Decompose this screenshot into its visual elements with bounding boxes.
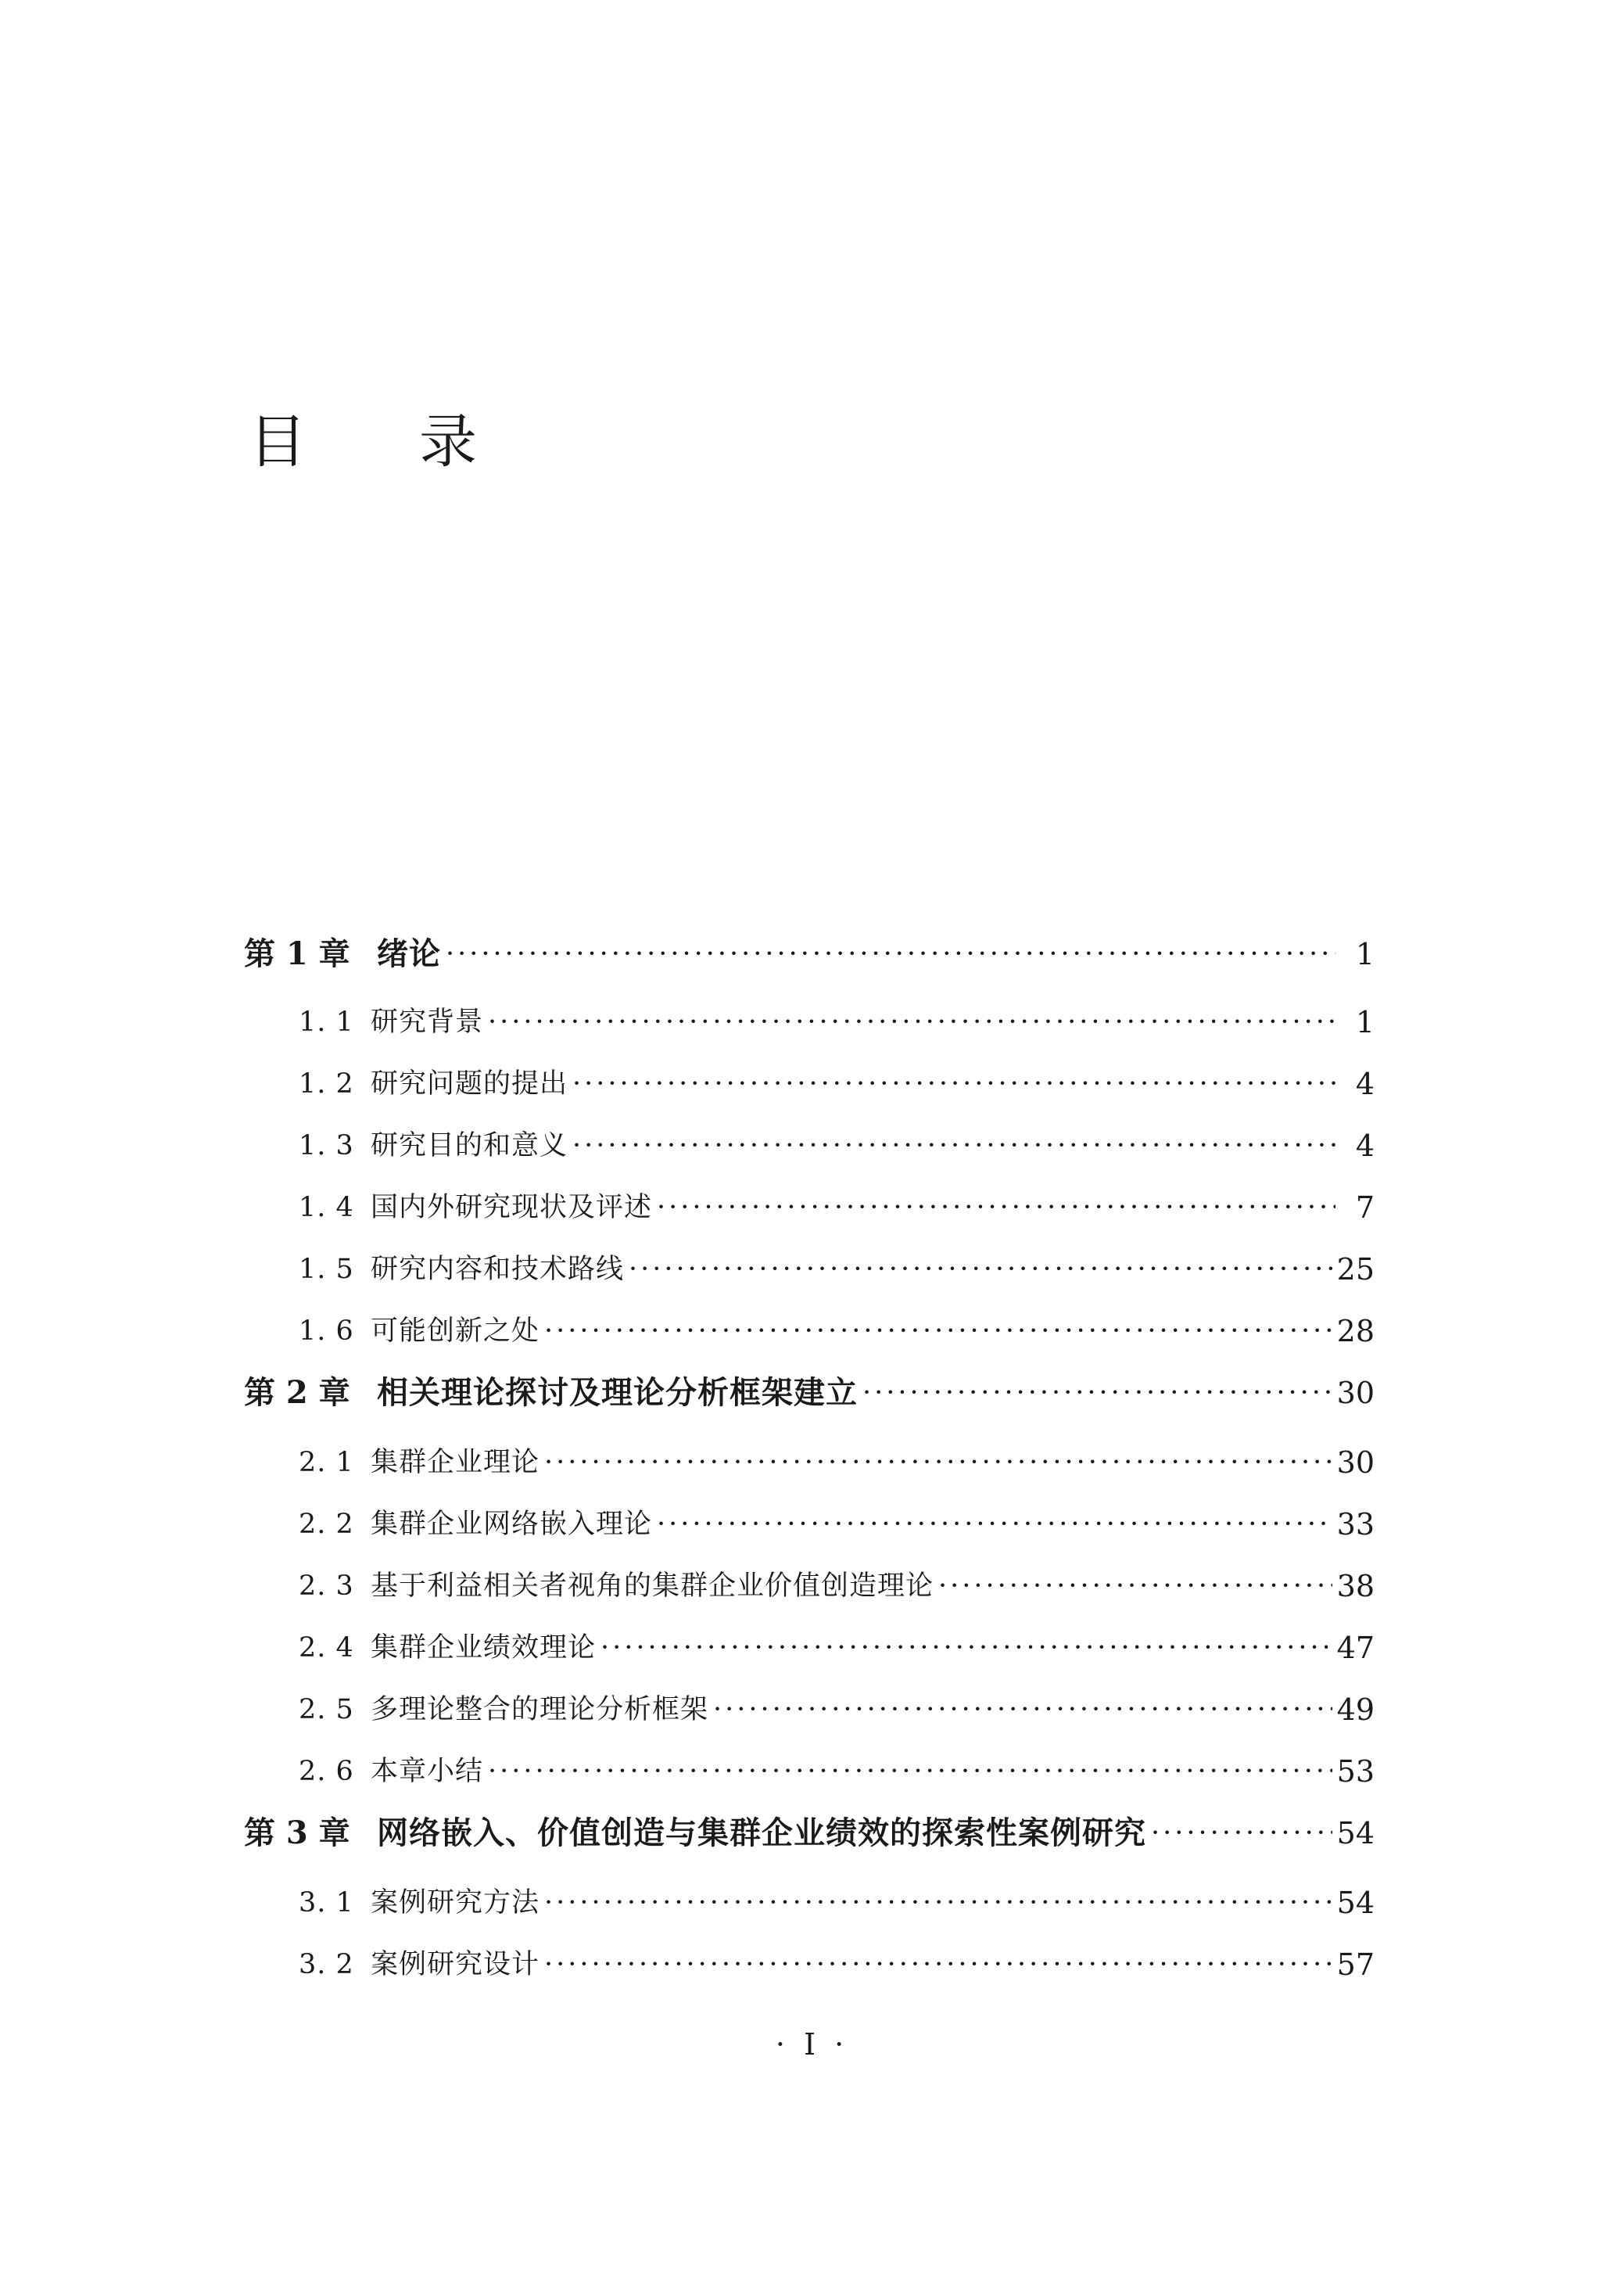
dot-leader [600, 1624, 1332, 1671]
toc-page-number: 53 [1336, 1754, 1375, 1789]
dot-leader [446, 931, 1335, 978]
toc-chapter-3[interactable] [244, 1810, 1375, 1857]
toc-section-1-3[interactable] [299, 1122, 1375, 1169]
toc-page-number: 30 [1336, 1445, 1375, 1480]
dot-leader [488, 999, 1335, 1046]
toc-label: 研究问题的提出 [371, 1068, 568, 1100]
toc-label: 网络嵌入、价值创造与集群企业绩效的探索性案例研究 [377, 1814, 1146, 1851]
dot-leader [572, 1122, 1335, 1169]
toc-page-number: 47 [1336, 1631, 1375, 1665]
toc-chapter-1[interactable] [244, 931, 1375, 978]
toc-number: 2. 1 [299, 1447, 354, 1478]
toc-number: 第 3 章 [244, 1814, 350, 1851]
toc-chapter-2[interactable] [244, 1369, 1375, 1416]
page-title-char-1: 目 [249, 408, 307, 476]
toc-section-2-5[interactable] [299, 1686, 1375, 1733]
toc-number: 1. 2 [299, 1068, 354, 1100]
toc-label: 集群企业网络嵌入理论 [371, 1509, 653, 1540]
toc-page-number: 54 [1336, 1886, 1375, 1920]
toc-label: 国内外研究现状及评述 [371, 1192, 653, 1223]
dot-leader [544, 1879, 1332, 1926]
toc-section-1-1[interactable] [299, 999, 1375, 1046]
toc-number: 3. 2 [299, 1949, 354, 1980]
dot-leader [544, 1941, 1332, 1988]
toc-number: 2. 5 [299, 1694, 354, 1725]
toc-number: 1. 6 [299, 1315, 354, 1347]
toc-label: 多理论整合的理论分析框架 [371, 1694, 709, 1725]
dot-leader [629, 1246, 1332, 1293]
toc-section-2-2[interactable] [299, 1501, 1375, 1548]
toc-number: 第 1 章 [244, 935, 350, 972]
toc-number: 2. 4 [299, 1632, 354, 1664]
toc-label: 案例研究设计 [371, 1949, 540, 1980]
toc-section-1-2[interactable] [299, 1061, 1375, 1107]
toc-number: 1. 3 [299, 1130, 354, 1161]
dot-leader [657, 1501, 1332, 1548]
dot-leader [1151, 1810, 1332, 1857]
toc-page-number: 7 [1355, 1190, 1375, 1225]
toc-section-3-1[interactable] [299, 1879, 1375, 1926]
dot-leader [572, 1061, 1335, 1107]
toc-label: 可能创新之处 [371, 1315, 540, 1347]
dot-leader [938, 1563, 1332, 1610]
toc-label: 基于利益相关者视角的集群企业价值创造理论 [371, 1570, 934, 1602]
toc-number: 2. 6 [299, 1756, 354, 1787]
dot-leader [713, 1686, 1332, 1733]
toc-section-2-6[interactable] [299, 1748, 1375, 1795]
toc-label: 本章小结 [371, 1756, 484, 1787]
toc-label: 研究目的和意义 [371, 1130, 568, 1161]
toc-number: 2. 2 [299, 1509, 354, 1540]
toc-page-number: 49 [1336, 1692, 1375, 1727]
page-footer-number: · I · [775, 2027, 849, 2062]
toc-label: 集群企业绩效理论 [371, 1632, 597, 1664]
toc-page-number: 38 [1336, 1569, 1375, 1603]
toc-page-number: 54 [1336, 1816, 1375, 1850]
dot-leader [657, 1184, 1335, 1231]
toc-section-1-6[interactable] [299, 1308, 1375, 1355]
toc-page-number: 1 [1355, 1005, 1375, 1039]
toc-number: 1. 4 [299, 1192, 354, 1223]
toc-section-3-2[interactable] [299, 1941, 1375, 1988]
page-title-char-2: 录 [419, 408, 477, 476]
toc-number: 第 2 章 [244, 1374, 350, 1411]
toc-label: 研究内容和技术路线 [371, 1254, 625, 1285]
toc-page-number: 25 [1336, 1252, 1375, 1287]
toc-label: 集群企业理论 [371, 1447, 540, 1478]
toc-page-number: 33 [1336, 1507, 1375, 1542]
toc-label: 研究背景 [371, 1007, 484, 1038]
toc-section-2-3[interactable] [299, 1563, 1375, 1610]
dot-leader [544, 1439, 1332, 1486]
toc-number: 1. 5 [299, 1254, 354, 1285]
toc-section-1-5[interactable] [299, 1246, 1375, 1293]
toc-page-number: 4 [1355, 1067, 1375, 1101]
toc-page-number: 30 [1336, 1376, 1375, 1410]
toc-page-number: 1 [1355, 937, 1375, 971]
toc-label: 案例研究方法 [371, 1887, 540, 1918]
toc-page-number: 4 [1355, 1129, 1375, 1163]
dot-leader [488, 1748, 1332, 1795]
toc-page-number: 57 [1336, 1947, 1375, 1982]
toc-page-number: 28 [1336, 1314, 1375, 1348]
toc-number: 1. 1 [299, 1007, 354, 1038]
toc-section-2-4[interactable] [299, 1624, 1375, 1671]
toc-number: 2. 3 [299, 1570, 354, 1602]
toc-label: 绪论 [377, 935, 441, 972]
toc-number: 3. 1 [299, 1887, 354, 1918]
toc-section-2-1[interactable] [299, 1439, 1375, 1486]
toc-section-1-4[interactable] [299, 1184, 1375, 1231]
dot-leader [544, 1308, 1332, 1355]
toc-label: 相关理论探讨及理论分析框架建立 [377, 1374, 858, 1411]
dot-leader [862, 1369, 1332, 1416]
